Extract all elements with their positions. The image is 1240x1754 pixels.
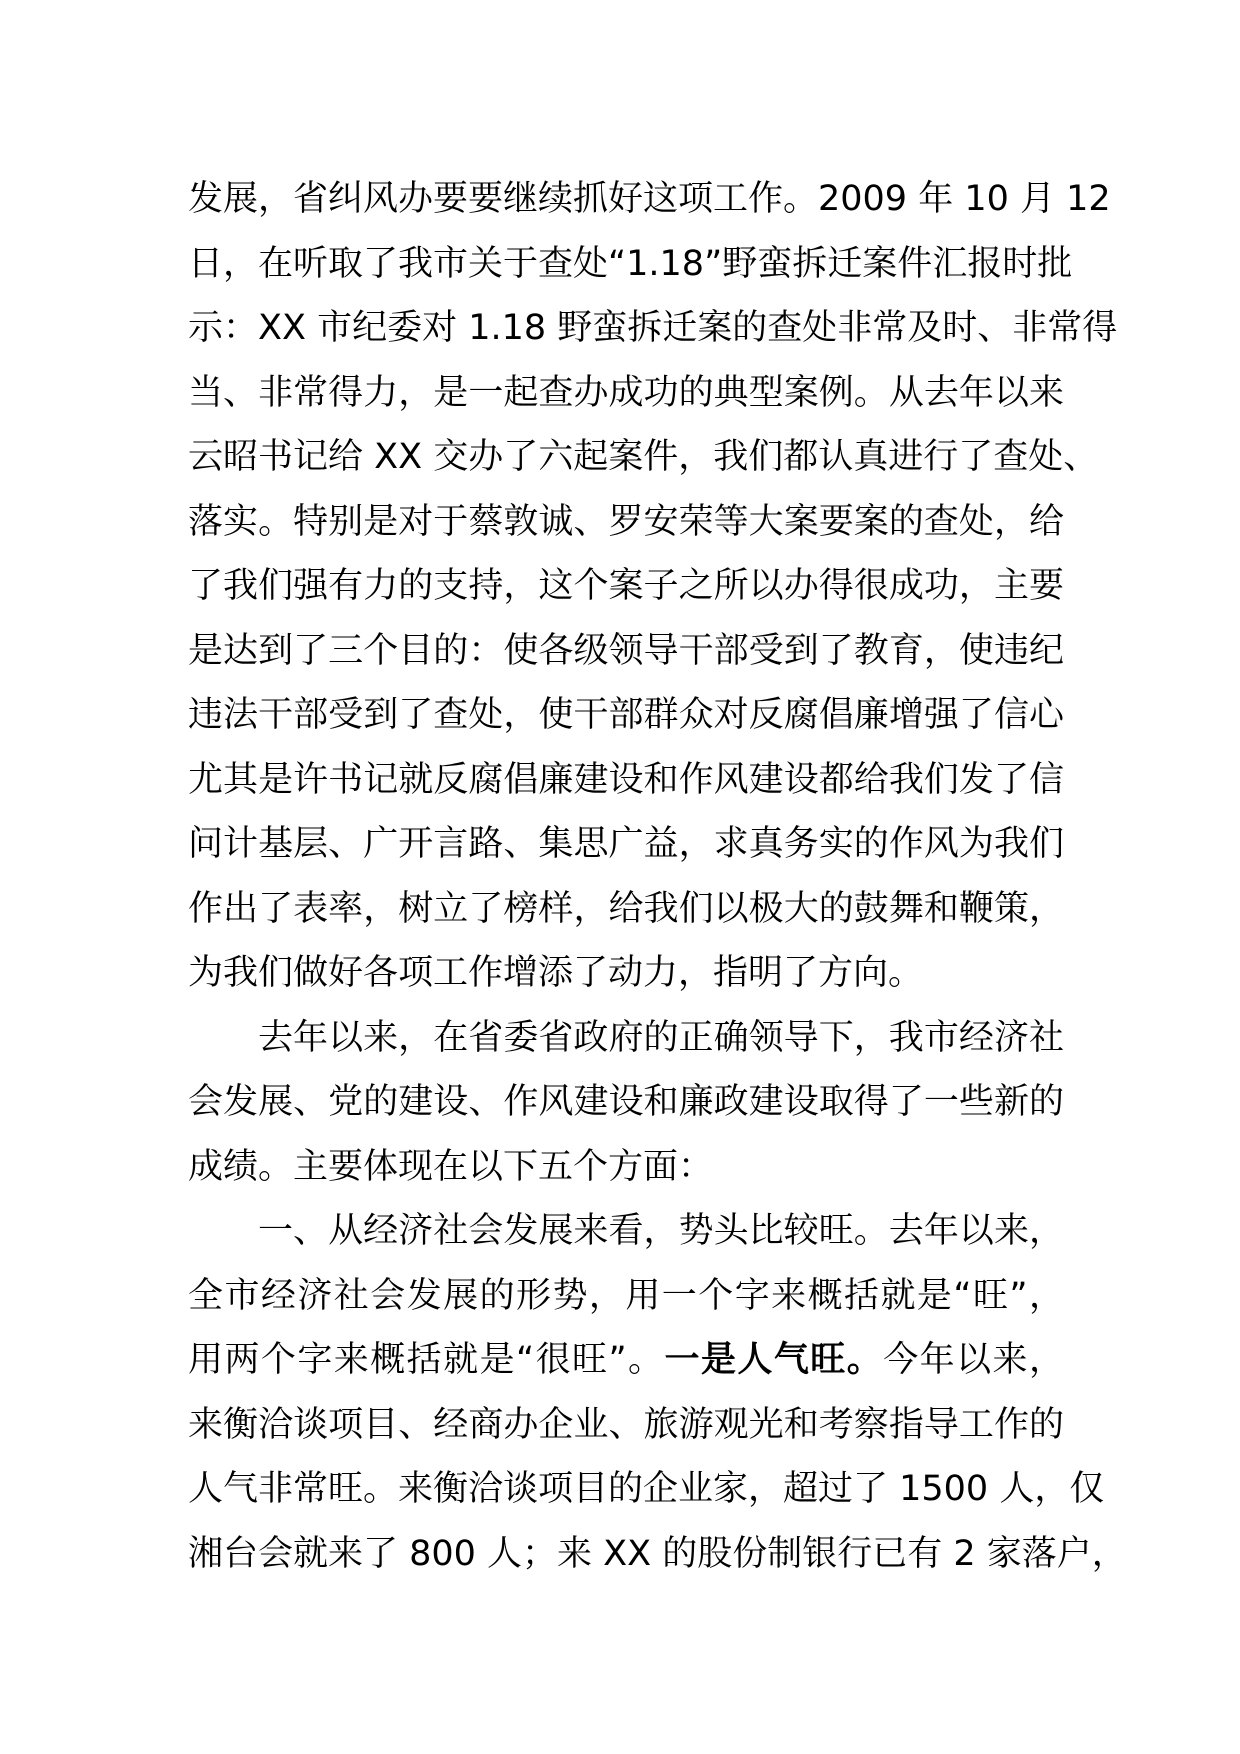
text-line: 尤其是许书记就反腐倡廉建设和作风建设都给我们发了信 [188,759,1064,800]
text-line: 去年以来，在省委省政府的正确领导下，我市经济社 [258,1017,1064,1058]
text-line: 会发展、党的建设、作风建设和廉政建设取得了一些新的 [188,1082,1064,1122]
text-line: 示：XX 市纪委对 1.18 野蛮拆迁案的查处非常及时、非常得 [188,308,1118,348]
document-body [188,167,1127,1586]
text-line: 了我们强有力的支持，这个案子之所以办得很成功，主要 [188,566,1064,606]
text-line: 湘台会就来了 800 人；来 XX 的股份制银行已有 2 家落户， [188,1533,1127,1574]
text-span: 今年以来， [883,1340,1064,1380]
text-span: 用两个字来概括就是“很旺”。 [188,1340,665,1380]
text-line-mixed [188,1328,1064,1393]
bold-heading-span: 一是人气旺。 [664,1340,884,1380]
text-line: 全市经济社会发展的形势，用一个字来概括就是“旺”， [188,1275,1064,1316]
text-line: 成绩。主要体现在以下五个方面： [188,1146,714,1187]
text-line: 为我们做好各项工作增添了动力，指明了方向。 [188,953,924,993]
text-line: 问计基层、广开言路、集思广益，求真务实的作风为我们 [188,824,1064,864]
text-line: 当、非常得力，是一起查办成功的典型案例。从去年以来 [188,372,1064,413]
text-line: 落实。特别是对于蔡敦诚、罗安荣等大案要案的查处，给 [188,501,1064,542]
text-line: 发展，省纠风办要要继续抓好这项工作。2009 年 10 月 12 [188,179,1111,219]
text-line: 是达到了三个目的：使各级领导干部受到了教育，使违纪 [188,630,1064,671]
text-line: 一、从经济社会发展来看，势头比较旺。去年以来， [258,1211,1064,1251]
text-line: 来衡洽谈项目、经商办企业、旅游观光和考察指导工作的 [188,1404,1064,1445]
text-line: 云昭书记给 XX 交办了六起案件，我们都认真进行了查处、 [188,437,1099,477]
text-line: 作出了表率，树立了榜样，给我们以极大的鼓舞和鞭策， [188,888,1064,929]
text-line: 人气非常旺。来衡洽谈项目的企业家，超过了 1500 人，仅 [188,1469,1105,1509]
text-line: 日，在听取了我市关于查处“1.18”野蛮拆迁案件汇报时批 [188,243,1073,284]
text-line: 违法干部受到了查处，使干部群众对反腐倡廉增强了信心 [188,695,1064,735]
